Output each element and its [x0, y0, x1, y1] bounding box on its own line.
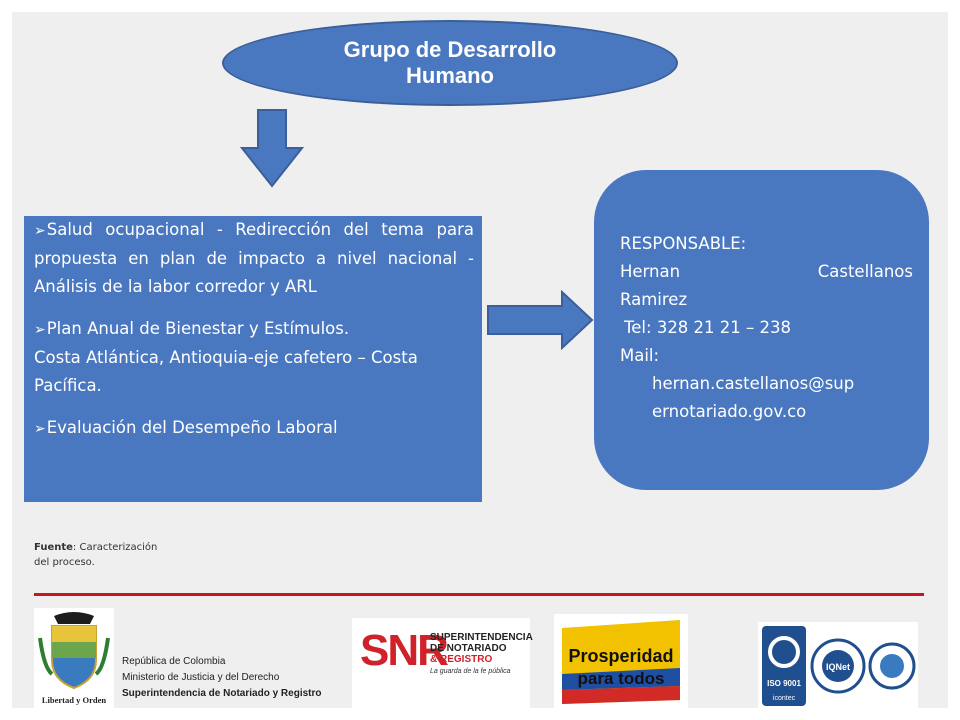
snr-logo: SNR SUPERINTENDENCIA DE NOTARIADO & REGISTRO La guarda de la fe pública — [352, 618, 530, 708]
activities-box — [24, 216, 482, 502]
arrow-bullet-icon: ➢ — [34, 223, 46, 239]
svg-text:Prosperidad: Prosperidad — [568, 646, 674, 666]
responsible-second-last: Ramirez — [620, 290, 688, 309]
arrow-bullet-icon: ➢ — [34, 421, 46, 437]
quality-certifications-logo — [758, 622, 918, 710]
activity-detail: Costa Atlántica, Antioquia-eje cafetero – Costa Pacífica. — [34, 348, 418, 395]
source-note: Fuente: Caracterización del proceso. — [34, 542, 158, 568]
svg-text:ISO 9001: ISO 9001 — [767, 679, 801, 688]
svg-text:Libertad y Orden: Libertad y Orden — [41, 695, 107, 705]
activity-item: ➢Evaluación del Desempeño Laboral — [34, 418, 338, 437]
group-title-line2: Humano — [406, 63, 494, 88]
responsible-mail-cont[interactable]: ernotariado.gov.co — [652, 402, 807, 421]
right-arrow-icon — [486, 290, 596, 350]
group-title-ellipse — [222, 20, 678, 106]
responsible-mail-label: Mail: — [620, 346, 660, 365]
svg-text:icontec: icontec — [772, 695, 796, 702]
arrow-bullet-icon: ➢ — [34, 322, 46, 338]
responsible-tel: Tel: 328 21 21 – 238 — [624, 318, 792, 337]
responsible-box — [594, 170, 929, 490]
responsible-mail[interactable]: hernan.castellanos@sup — [652, 374, 855, 393]
colombia-crest-logo — [34, 608, 114, 708]
prosperidad-logo — [554, 614, 688, 710]
responsible-label: RESPONSABLE: — [620, 234, 747, 253]
activity-item: ➢Plan Anual de Bienestar y Estímulos. — [34, 319, 350, 338]
group-title-line1: Grupo de Desarrollo — [343, 37, 557, 62]
down-arrow-icon — [240, 108, 304, 188]
government-text: República de Colombia Ministerio de Justicia y del Derecho Superintendencia de Notariado y Registro — [122, 656, 322, 699]
footer-divider — [34, 593, 924, 596]
svg-text:para todos: para todos — [577, 669, 665, 688]
responsible-name: Hernan Castellanos — [620, 262, 913, 281]
activity-item: ➢Salud ocupacional - Redirección del tema para propuesta en plan de impacto a nivel nacional - Análisis de la labor corredor y ARL — [34, 220, 474, 296]
svg-text:IQNet: IQNet — [825, 662, 851, 672]
